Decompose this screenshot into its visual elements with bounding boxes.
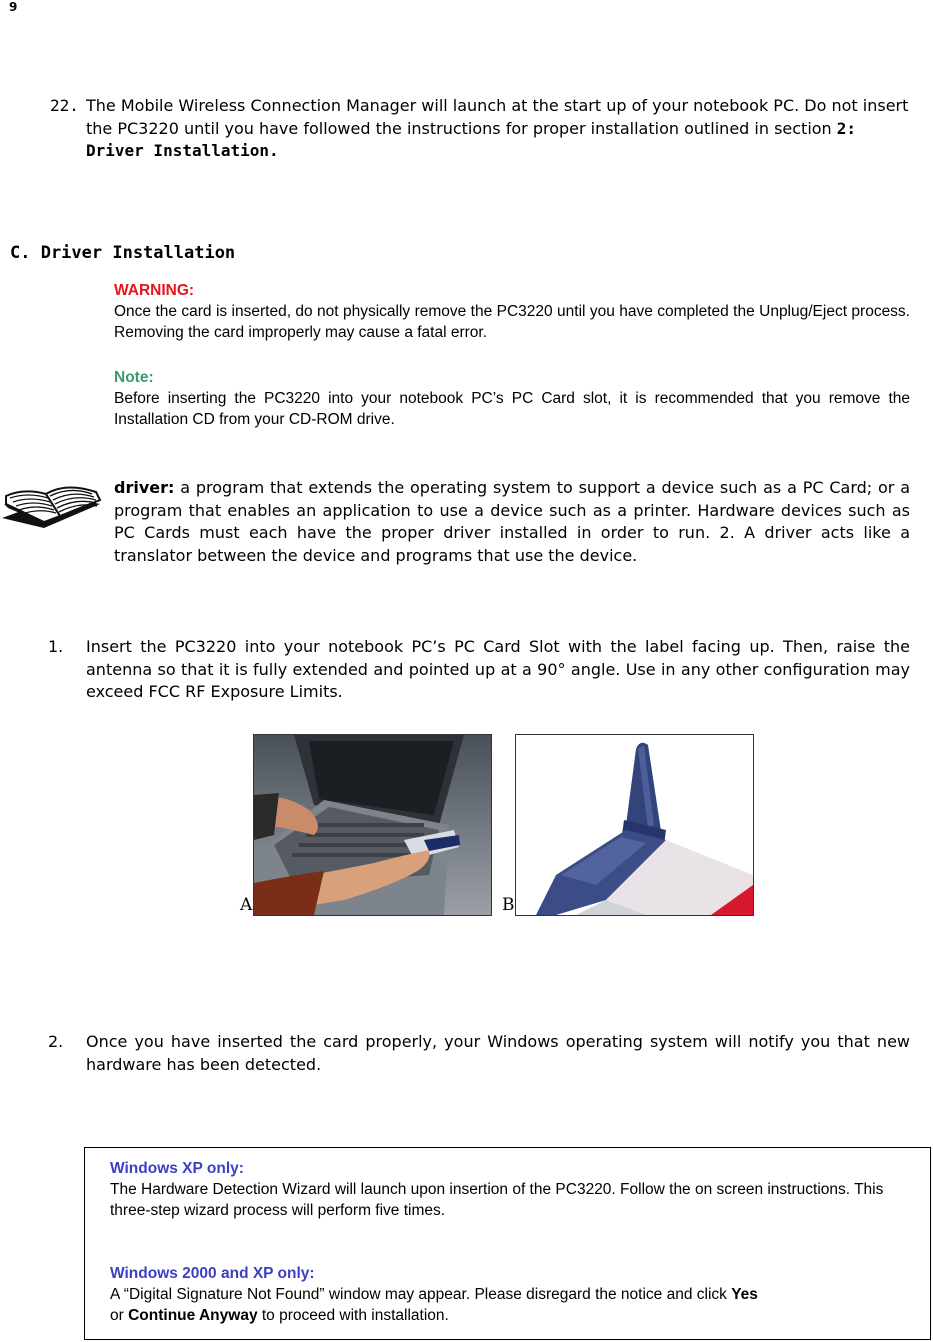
book-icon [0,474,104,530]
figure-label-b: B [502,895,515,915]
driver-installation-ref: 2: Driver Installation. [86,118,857,160]
driver-definition [114,477,910,567]
definition-term: driver: [114,478,175,497]
step-22-body: The Mobile Wireless Connection Manager will launch at the start up of your notebook PC. Do not insert the PC3220 until you have followed the instructions for proper installation outlined in section [86,96,909,138]
w2k-text-1: A “Digital Signature Not Found” window may appear. Please disregard the notice and click [110,1286,732,1303]
note-text: Before inserting the PC3220 into your notebook PC’s PC Card slot, it is recommended that you remove the Installation CD from your CD-ROM drive. [114,390,910,428]
w2k-xp-text [110,1284,910,1326]
note-title: Note: [114,369,154,386]
section-heading: C. Driver Installation [10,243,236,263]
xp-only-title: Windows XP only: [110,1160,244,1177]
yes-label: Yes [731,1286,758,1303]
w2k-or: or [110,1307,129,1324]
laptop-insert-photo [253,734,492,916]
xp-only-text: The Hardware Detection Wizard will launch upon insertion of the PC3220. Follow the on screen instructions. This three-step wizard process will perform five times. [110,1181,884,1219]
step-22-text [86,95,916,163]
step-2-text: Once you have inserted the card properly, your Windows operating system will notify you that new hardware has been detected. [86,1032,910,1074]
pc-card-antenna-photo [515,734,754,916]
note-block [114,367,910,430]
warning-title: WARNING: [114,282,195,299]
warning-block [114,280,910,343]
step-1-number: 1. [48,637,64,656]
w2k-text-2: to proceed with installation. [257,1307,449,1324]
page-number: 9 [9,0,18,14]
definition-text: a program that extends the operating system to support a device such as a PC Card; or a program that enables an application to use a device such as a printer. Hardware devices such as PC Cards must each have the proper driver installed in order to run. 2. A driver acts like a translator between the device and programs that use the device. [114,478,910,565]
continue-anyway-label: Continue Anyway [128,1307,258,1324]
step-1-text: Insert the PC3220 into your notebook PC’s PC Card Slot with the label facing up. Then, raise the antenna so that it is fully extended and pointed up at a 90° angle. Use in any other configuration may exceed FCC RF Exposure Limits. [86,637,910,701]
step-22-number: 22. [50,96,79,115]
step-2-number: 2. [48,1032,64,1051]
w2k-xp-title: Windows 2000 and XP only: [110,1265,315,1282]
windows-info-box [84,1147,931,1340]
figure-label-a: A [240,895,253,915]
warning-text: Once the card is inserted, do not physically remove the PC3220 until you have completed the Unplug/Eject process. Removing the card improperly may cause a fatal error. [114,303,910,341]
